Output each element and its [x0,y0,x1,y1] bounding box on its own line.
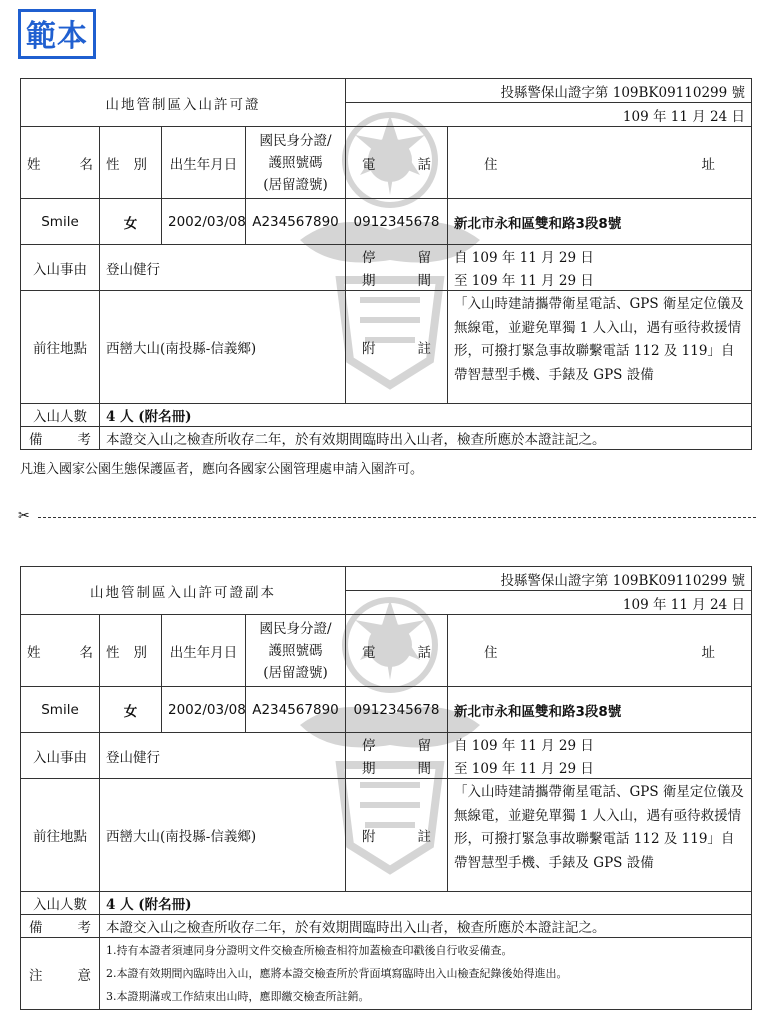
row-sex: 女 [100,199,162,245]
header-name: 姓名 [21,127,100,199]
stay-from: 自 109 年 11 月 29 日 [448,245,752,268]
scissors-icon: ✂ [18,508,30,524]
copy-stay-label-2: 期間 [346,756,448,779]
permit-copy-table [20,566,752,1010]
row-address: 新北市永和區雙和路3段8號 [448,199,752,245]
copy-header-phone: 電話 [346,615,448,687]
dashed-divider [38,517,756,518]
copy-note-label: 備考 [21,915,100,938]
copy-purpose-value: 登山健行 [100,733,346,779]
copy-note-value: 本證交入山之檢查所收存二年，於有效期間臨時出入山者，檢查所應於本證註記之。 [100,915,752,938]
header-address: 住址 [448,127,752,199]
note-value: 本證交入山之檢查所收存二年，於有效期間臨時出入山者，檢查所應於本證註記之。 [100,427,752,450]
row-id: A234567890 [246,199,346,245]
copy-header-sex: 性別 [100,615,162,687]
copy-header-id-line3: (居留證號) [263,664,328,681]
stay-label-2: 期間 [346,268,448,291]
copy-destination-value: 西巒大山(南投縣-信義鄉) [100,779,346,892]
header-sex: 性別 [100,127,162,199]
attention-item-1: 1.持有本證者須連同身分證明文件交檢查所檢查相符加蓋檢查印戳後自行收妥備查。 [106,944,513,957]
copy-permit-number: 投縣警保山證字第 109BK09110299 號 [346,567,752,591]
remark-value: 「入山時建請攜帶衛星電話、GPS 衛星定位儀及無線電，並避免單獨 1 人入山，遇有亟待救援情形，可撥打緊急事故聯繫電話 112 及 119」自帶智慧型手機、手錶及 GPS 設備 [448,291,752,404]
copy-row-birth: 2002/03/08 [162,687,246,733]
count-value: 4 人 (附名冊) [100,404,752,427]
park-notice: 凡進入國家公園生態保護區者，應向各國家公園管理處申請入園許可。 [20,462,424,477]
purpose-label: 入山事由 [21,245,100,291]
copy-header-address: 住址 [448,615,752,687]
copy-purpose-label: 入山事由 [21,733,100,779]
header-birth: 出生年月日 [162,127,246,199]
destination-value: 西巒大山(南投縣-信義鄉) [100,291,346,404]
copy-remark-value: 「入山時建請攜帶衛星電話、GPS 衛星定位儀及無線電，並避免單獨 1 人入山，遇有亟待救援情形，可撥打緊急事故聯繫電話 112 及 119」自帶智慧型手機、手錶及 GPS 設備 [448,779,752,892]
copy-title: 山地管制區入山許可證副本 [21,567,346,615]
copy-header-id-line2: 護照號碼 [268,642,323,659]
header-id [246,127,346,199]
permit-date: 109 年 11 月 24 日 [346,103,752,127]
copy-header-id [246,615,346,687]
stay-to: 至 109 年 11 月 29 日 [448,268,752,291]
copy-destination-label: 前往地點 [21,779,100,892]
cut-line [18,510,756,524]
copy-count-value: 4 人 (附名冊) [100,892,752,915]
destination-label: 前往地點 [21,291,100,404]
count-label: 入山人數 [21,404,100,427]
copy-count-label: 入山人數 [21,892,100,915]
remark-label: 附註 [346,291,448,404]
attention-item-2: 2.本證有效期間內臨時出入山，應將本證交檢查所於背面填寫臨時出入山檢查紀錄後始得進出。 [106,967,568,980]
permit-title: 山地管制區入山許可證 [21,79,346,127]
header-phone: 電話 [346,127,448,199]
attention-item-3: 3.本證期滿或工作結束出山時，應即繳交檢查所註銷。 [106,990,370,1003]
copy-header-birth: 出生年月日 [162,615,246,687]
copy-row-sex: 女 [100,687,162,733]
stay-label-1: 停留 [346,245,448,268]
copy-remark-label: 附註 [346,779,448,892]
header-id-line2: 護照號碼 [268,154,323,171]
copy-header-name: 姓名 [21,615,100,687]
note-label: 備考 [21,427,100,450]
copy-header-id-line1: 國民身分證/ [259,620,332,637]
copy-stay-label-1: 停留 [346,733,448,756]
copy-stay-from: 自 109 年 11 月 29 日 [448,733,752,756]
copy-row-name: Smile [21,687,100,733]
copy-row-address: 新北市永和區雙和路3段8號 [448,687,752,733]
row-birth: 2002/03/08 [162,199,246,245]
row-name: Smile [21,199,100,245]
header-id-line3: (居留證號) [263,176,328,193]
row-phone: 0912345678 [346,199,448,245]
copy-stay-to: 至 109 年 11 月 29 日 [448,756,752,779]
attention-label: 注意 [21,938,100,1010]
permit-table [20,78,752,450]
permit-number: 投縣警保山證字第 109BK09110299 號 [346,79,752,103]
purpose-value: 登山健行 [100,245,346,291]
copy-row-phone: 0912345678 [346,687,448,733]
copy-row-id: A234567890 [246,687,346,733]
attention-list [100,938,752,1010]
header-id-line1: 國民身分證/ [259,132,332,149]
sample-stamp: 範本 [18,9,96,59]
copy-permit-date: 109 年 11 月 24 日 [346,591,752,615]
